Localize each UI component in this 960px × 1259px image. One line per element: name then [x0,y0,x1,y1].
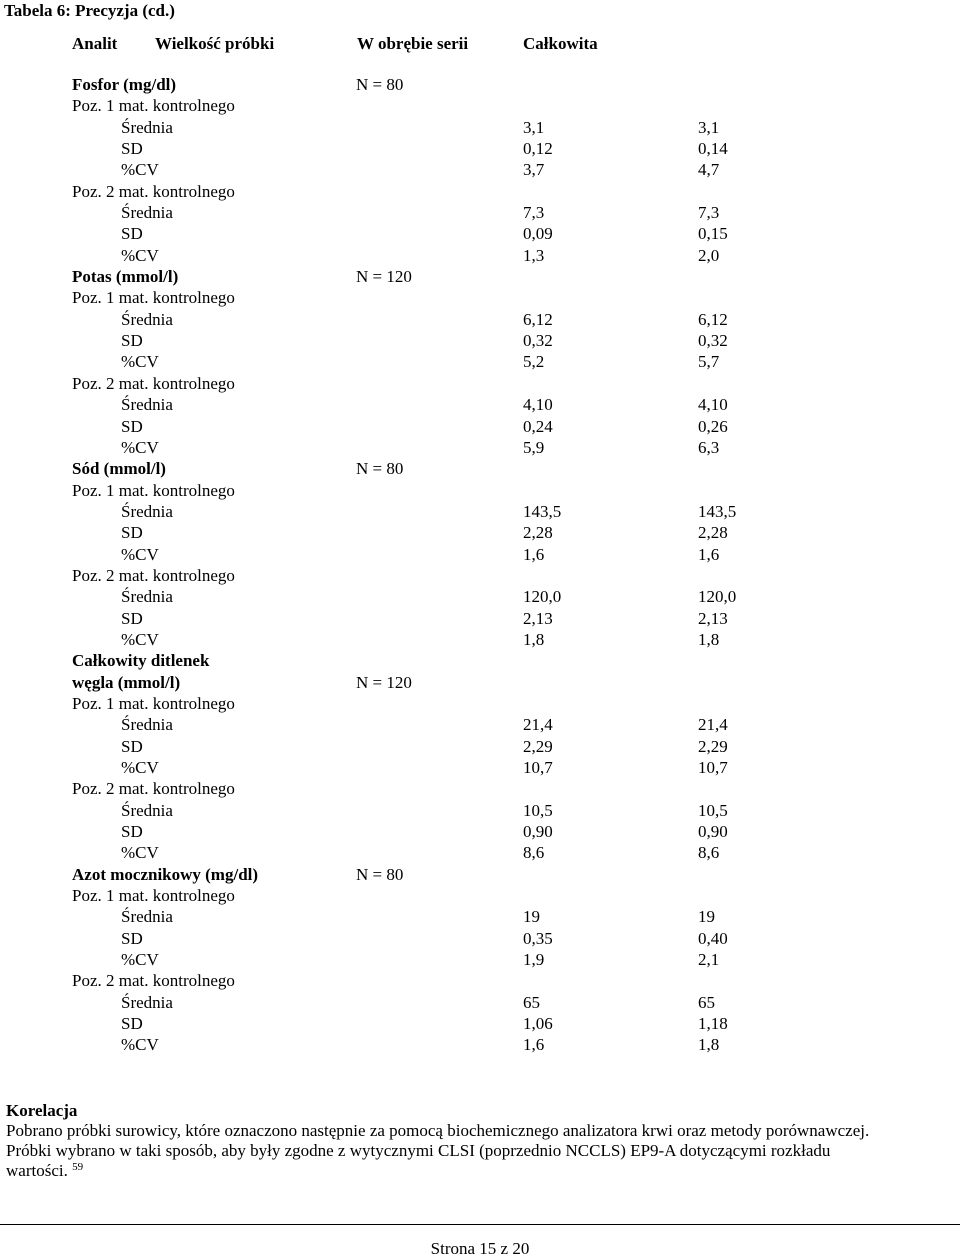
table-row [0,864,960,885]
table-row [0,693,960,714]
header-total: Całkowita [523,34,598,53]
table-row [0,245,960,266]
statistic-label: Średnia [121,501,173,521]
table-row [0,1034,960,1055]
within-run-value: 0,32 [523,331,553,351]
correlation-text-line-2: Próbki wybrano w taki sposób, aby były zgodne z wytycznymi CLSI (poprzednio NCCLS) EP9-A dotyczącymi rozkładu [6,1141,831,1160]
table-row [0,95,960,116]
within-run-value: 7,3 [523,203,545,223]
within-run-value: 5,9 [523,437,545,457]
statistic-label: Średnia [121,309,173,329]
total-value: 2,1 [698,950,720,970]
table-row [0,522,960,543]
page-number: Strona 15 z 20 [430,1239,530,1258]
total-value: 7,3 [698,203,720,223]
table-row [0,223,960,244]
within-run-value: 1,6 [523,1035,545,1055]
total-value: 21,4 [698,715,728,735]
within-run-value: 0,24 [523,416,553,436]
total-value: 4,10 [698,395,728,415]
total-value: 0,90 [698,822,728,842]
table-row [0,544,960,565]
statistic-label: %CV [121,629,159,649]
total-value: 2,0 [698,245,720,265]
table-row [0,608,960,629]
within-run-value: 1,8 [523,629,545,649]
table-row [0,906,960,927]
statistic-label: %CV [121,160,159,180]
table-row [0,309,960,330]
sample-size-cell: N = 120 [356,672,412,692]
table-row [0,800,960,821]
control-level-label: Poz. 1 mat. kontrolnego [72,480,235,500]
total-value: 2,13 [698,608,728,628]
total-value: 65 [698,992,715,1012]
table-row [0,885,960,906]
total-value: 3,1 [698,117,720,137]
within-run-value: 0,35 [523,928,553,948]
statistic-label: %CV [121,437,159,457]
table-row [0,373,960,394]
within-run-value: 5,2 [523,352,545,372]
within-run-value: 2,13 [523,608,553,628]
table-row [0,821,960,842]
table-row [0,970,960,991]
table-row [0,650,960,671]
control-level-label: Poz. 1 mat. kontrolnego [72,693,235,713]
table-row [0,181,960,202]
table-row [0,501,960,522]
sample-size-cell: N = 80 [356,459,404,479]
control-level-label: Poz. 2 mat. kontrolnego [72,181,235,201]
statistic-label: %CV [121,544,159,564]
header-sample-size: Wielkość próbki [155,34,275,53]
statistic-label: Średnia [121,395,173,415]
within-run-value: 1,6 [523,544,545,564]
table-row [0,394,960,415]
sample-size-cell: N = 80 [356,75,404,94]
total-value: 143,5 [698,501,737,521]
correlation-title: Korelacja [6,1101,78,1120]
total-value: 1,6 [698,544,720,564]
total-value: 4,7 [698,160,720,180]
within-run-value: 4,10 [523,395,553,415]
table-row [0,757,960,778]
sample-size-cell: N = 80 [356,864,404,884]
control-level-label: Poz. 1 mat. kontrolnego [72,288,235,308]
within-run-value: 1,3 [523,245,545,265]
total-value: 5,7 [698,352,720,372]
table-row [0,117,960,138]
statistic-label: Średnia [121,587,173,607]
within-run-value: 2,29 [523,736,553,756]
table-row [0,565,960,586]
statistic-label: SD [121,331,143,351]
table-row [0,330,960,351]
statistic-label: SD [121,416,143,436]
table-row [0,416,960,437]
footer-divider [0,1224,960,1225]
statistic-label: Średnia [121,203,173,223]
table-row [0,672,960,693]
control-level-label: Poz. 2 mat. kontrolnego [72,565,235,585]
analyte-name: Sód (mmol/l) [72,459,166,479]
statistic-label: SD [121,1014,143,1034]
statistic-label: Średnia [121,715,173,735]
total-value: 0,15 [698,224,728,244]
statistic-label: SD [121,139,143,159]
total-value: 19 [698,907,715,927]
table-row [0,480,960,501]
statistic-label: %CV [121,950,159,970]
total-value: 6,12 [698,309,728,329]
total-value: 0,32 [698,331,728,351]
table-row [0,629,960,650]
statistic-label: Średnia [121,907,173,927]
correlation-section [6,1101,956,1181]
statistic-label: SD [121,523,143,543]
header-within-run: W obrębie serii [357,34,469,53]
control-level-label: Poz. 2 mat. kontrolnego [72,971,235,991]
table-row [0,714,960,735]
statistic-label: %CV [121,843,159,863]
within-run-value: 3,1 [523,117,545,137]
table-row [0,842,960,863]
within-run-value: 2,28 [523,523,553,543]
total-value: 2,28 [698,523,728,543]
within-run-value: 120,0 [523,587,562,607]
analyte-name: Azot mocznikowy (mg/dl) [72,864,259,884]
within-run-value: 1,9 [523,950,545,970]
table-row [0,74,960,95]
footnote-reference: 59 [72,1161,84,1173]
total-value: 1,8 [698,629,720,649]
control-level-label: Poz. 2 mat. kontrolnego [72,779,235,799]
table-row [0,586,960,607]
total-value: 10,7 [698,758,728,777]
analyte-name: Całkowity ditlenek [72,651,210,671]
statistic-label: %CV [121,1035,159,1055]
total-value: 120,0 [698,587,737,607]
within-run-value: 10,5 [523,800,553,820]
within-run-value: 6,12 [523,309,553,329]
table-row [0,778,960,799]
total-value: 0,14 [698,139,728,159]
table-row [0,1013,960,1034]
table-row [0,138,960,159]
control-level-label: Poz. 1 mat. kontrolnego [72,96,235,116]
analyte-name: Fosfor (mg/dl) [72,75,177,94]
total-value: 1,18 [698,1014,728,1034]
within-run-value: 1,06 [523,1014,553,1034]
table-title: Tabela 6: Precyzja (cd.) [4,1,175,20]
table-row [0,202,960,223]
within-run-value: 8,6 [523,843,545,863]
statistic-label: %CV [121,758,159,777]
table-row [0,992,960,1013]
sample-size-cell: N = 120 [356,267,412,287]
within-run-value: 19 [523,907,540,927]
total-value: 8,6 [698,843,720,863]
statistic-label: Średnia [121,800,173,820]
header-analyte: Analit [72,34,118,53]
statistic-label: SD [121,608,143,628]
analyte-name: węgla (mmol/l) [72,672,181,692]
total-value: 10,5 [698,800,728,820]
statistic-label: Średnia [121,992,173,1012]
table-row [0,266,960,287]
precision-table-body [0,74,960,1056]
total-value: 0,40 [698,928,728,948]
statistic-label: %CV [121,245,159,265]
correlation-text-line-1: Pobrano próbki surowicy, które oznaczono następnie za pomocą biochemicznego analizatora krwi oraz metody porównawczej. [6,1121,870,1140]
total-value: 2,29 [698,736,728,756]
correlation-text-line-3 [6,1161,956,1181]
total-value: 6,3 [698,437,720,457]
within-run-value: 0,12 [523,139,553,159]
statistic-label: SD [121,224,143,244]
statistic-label: SD [121,822,143,842]
control-level-label: Poz. 2 mat. kontrolnego [72,373,235,393]
total-value: 0,26 [698,416,728,436]
table-row [0,287,960,308]
table-row [0,351,960,372]
table-row [0,437,960,458]
table-row [0,736,960,757]
within-run-value: 3,7 [523,160,545,180]
within-run-value: 21,4 [523,715,553,735]
correlation-text-end: wartości. [6,1161,68,1180]
statistic-label: SD [121,736,143,756]
control-level-label: Poz. 1 mat. kontrolnego [72,886,235,906]
total-value: 1,8 [698,1035,720,1055]
table-row [0,159,960,180]
within-run-value: 143,5 [523,501,562,521]
within-run-value: 0,09 [523,224,553,244]
table-row [0,949,960,970]
within-run-value: 0,90 [523,822,553,842]
statistic-label: %CV [121,352,159,372]
statistic-label: SD [121,928,143,948]
statistic-label: Średnia [121,117,173,137]
table-row [0,458,960,479]
within-run-value: 65 [523,992,540,1012]
analyte-name: Potas (mmol/l) [72,267,179,287]
within-run-value: 10,7 [523,758,553,777]
table-row [0,928,960,949]
